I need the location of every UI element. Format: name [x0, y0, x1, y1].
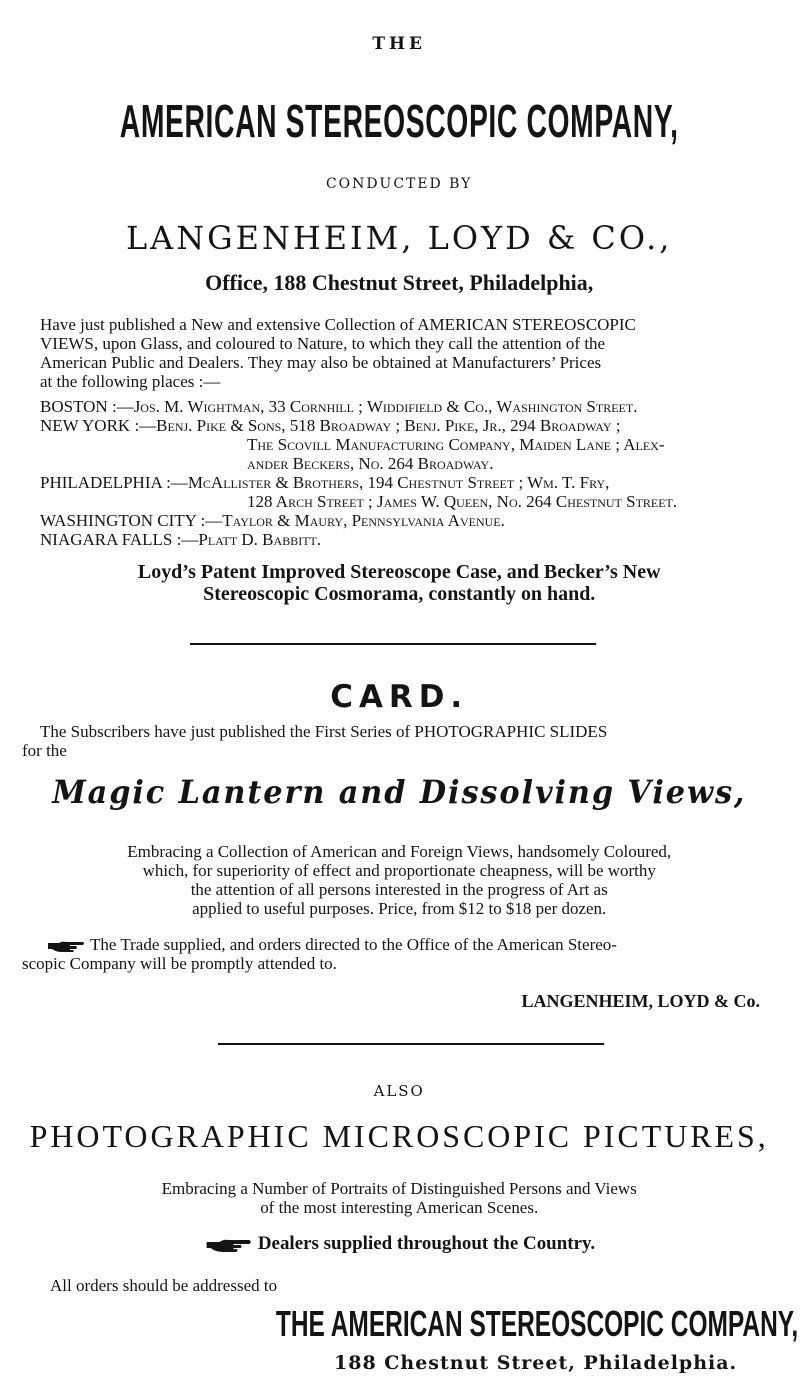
header-conducted-by: CONDUCTED BY	[325, 176, 473, 192]
loyd-line-2: Stereoscopic Cosmorama, constantly on hand.	[203, 583, 596, 605]
intro-line-2: VIEWS, upon Glass, and coloured to Nature, to which they call the attention of the	[40, 334, 606, 353]
card-embracing-1: Embracing a Collection of American and Foreign Views, handsomely Coloured,	[127, 842, 672, 861]
agent-washington-city: WASHINGTON CITY :—	[40, 511, 223, 530]
agent-new-york-line3: ander Beckers, No. 264 Broadway.	[247, 454, 494, 473]
agent-new-york	[40, 417, 620, 434]
agent-boston-city: BOSTON :—	[40, 397, 134, 416]
loyd-line-1: Loyd’s Patent Improved Stereoscope Case, and Becker’s New	[137, 561, 661, 583]
header-office: Office, 188 Chestnut Street, Philadelphia,	[205, 270, 594, 295]
agent-philadelphia-line2: 128 Arch Street ; James W. Queen, No. 264 Chestnut Street.	[247, 492, 678, 511]
micro-company: THE AMERICAN STEREOSCOPIC COMPANY,	[275, 1303, 799, 1344]
section-divider-1	[190, 643, 596, 645]
pointing-hand-icon	[203, 1237, 253, 1253]
micro-dealers: Dealers supplied throughout the Country.	[257, 1233, 596, 1254]
agent-niagara-line1: Platt D. Babbitt.	[198, 530, 322, 549]
agent-niagara-city: NIAGARA FALLS :—	[40, 530, 199, 549]
intro-line-4: at the following places :—	[40, 372, 221, 391]
intro-line-3: American Public and Dealers. They may also be obtained at Manufacturers’ Prices	[40, 353, 602, 372]
micro-also: ALSO	[373, 1082, 425, 1100]
micro-orders: All orders should be addressed to	[50, 1276, 278, 1295]
agent-new-york-line1: Benj. Pike & Sons, 518 Broadway ; Benj. Pike, Jr., 294 Broadway ;	[156, 416, 621, 435]
card-line-2: for the	[22, 741, 67, 760]
header-company: AMERICAN STEREOSCOPIC COMPANY,	[119, 95, 679, 147]
card-blackletter: Magic Lantern and Dissolving Views,	[52, 773, 747, 811]
card-blackletter-line	[0, 773, 798, 811]
agent-new-york-city: NEW YORK :—	[40, 416, 157, 435]
card-trade-2: scopic Company will be promptly attended to.	[22, 954, 337, 973]
card-embracing-3: the attention of all persons interested in the progress of Art as	[190, 880, 608, 899]
pointing-hand-icon	[46, 939, 86, 953]
micro-company-line	[153, 1303, 799, 1344]
card-embracing-4: applied to useful purposes. Price, from $12 to $18 per dozen.	[192, 899, 607, 918]
agent-new-york-line2: The Scovill Manufacturing Company, Maiden Lane ; Alex-	[247, 435, 665, 454]
agent-washington	[40, 512, 505, 529]
card-trade-1: The Trade supplied, and orders directed to the Office of the American Stereo-	[89, 935, 617, 954]
micro-line-2: of the most interesting American Scenes.	[260, 1198, 539, 1217]
header-the: THE	[372, 34, 426, 54]
header-company-line	[0, 95, 703, 147]
card-signature: LANGENHEIM, LOYD & Co.	[521, 991, 760, 1011]
agent-niagara	[40, 531, 321, 548]
micro-dealers-line	[0, 1234, 798, 1253]
agent-washington-line1: Taylor & Maury, Pennsylvania Avenue.	[222, 511, 505, 530]
card-line-1: The Subscribers have just published the First Series of PHOTOGRAPHIC SLIDES	[40, 722, 608, 741]
agent-boston-line1: Jos. M. Wightman, 33 Cornhill ; Widdifield & Co., Washington Street.	[133, 397, 638, 416]
card-title: CARD.	[330, 679, 469, 715]
intro-line-1: Have just published a New and extensive Collection of AMERICAN STEREOSCOPIC	[40, 315, 636, 334]
agent-philadelphia-city: PHILADELPHIA :—	[40, 473, 188, 492]
agent-philadelphia	[40, 474, 609, 491]
card-embracing-2: which, for superiority of effect and proportionate cheapness, will be worthy	[142, 861, 656, 880]
section-divider-2	[218, 1043, 604, 1045]
agent-boston	[40, 398, 637, 415]
micro-title: PHOTOGRAPHIC MICROSCOPIC PICTURES,	[29, 1118, 769, 1154]
agent-philadelphia-line1: McAllister & Brothers, 194 Chestnut Street ; Wm. T. Fry,	[187, 473, 610, 492]
header-firm: LANGENHEIM, LOYD & CO.,	[125, 219, 673, 257]
card-trade-line-1	[46, 936, 617, 953]
micro-address: 188 Chestnut Street, Philadelphia.	[334, 1352, 738, 1374]
micro-line-1: Embracing a Number of Portraits of Distinguished Persons and Views	[161, 1179, 637, 1198]
